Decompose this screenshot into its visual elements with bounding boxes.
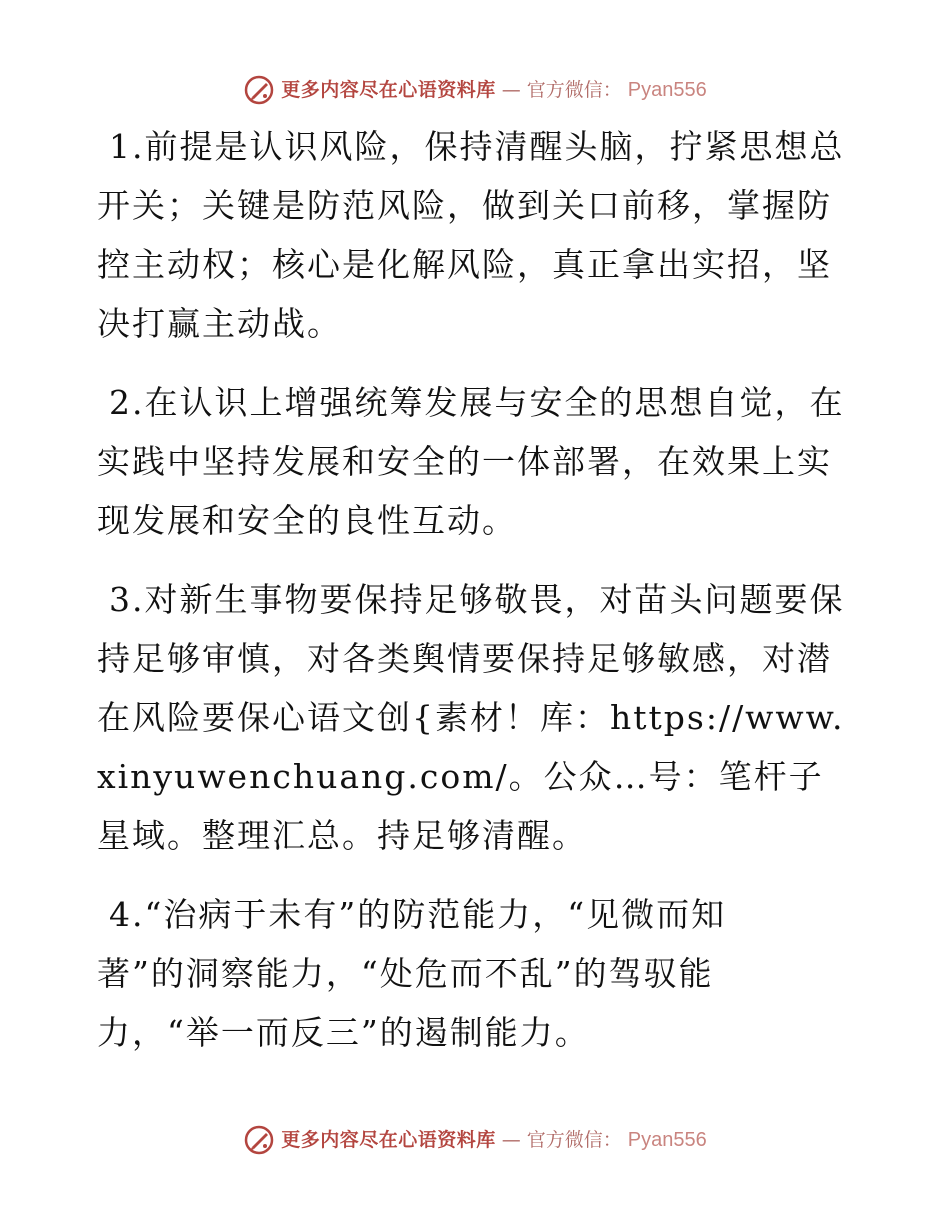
paragraph-1: 1.前提是认识风险，保持清醒头脑，拧紧思想总开关；关键是防范风险，做到关口前移，掌握防控主动权；核心是化解风险，真正拿出实招，坚决打赢主动战。 [97, 127, 845, 343]
paragraph-2: 2.在认识上增强统筹发展与安全的思想自觉，在实践中坚持发展和安全的一体部署，在效果上实现发展和安全的良性互动。 [97, 383, 845, 540]
banner-wechat-id: Pyan556 [627, 79, 707, 101]
quill-logo-icon [243, 74, 275, 106]
footer-banner [0, 1120, 950, 1160]
paragraph-3: 3.对新生事物要保持足够敬畏，对苗头问题要保持足够审慎，对各类舆情要保持足够敏感，对潜在风险要保心语文创{素材！库：https://www.xinyuwenchuang.com/。公众…号：笔杆子星域。整理汇总。持足够清醒。 [97, 580, 845, 855]
footer-banner-wechat-label: 官方微信： [526, 1128, 622, 1151]
footer-banner-title: 更多内容尽在心语资料库 [281, 1128, 496, 1151]
document-body [97, 117, 857, 1082]
paragraph-4: 4.“治病于未有”的防范能力，“见微而知著”的洞察能力，“处危而不乱”的驾驭能力，“举一而反三”的遏制能力。 [97, 895, 727, 1052]
banner-wechat-label: 官方微信： [526, 78, 622, 101]
header-banner [0, 70, 950, 110]
banner-title: 更多内容尽在心语资料库 [281, 78, 496, 101]
banner-separator: — [501, 78, 521, 101]
quill-logo-icon [243, 1124, 275, 1156]
footer-banner-wechat-id: Pyan556 [627, 1129, 707, 1151]
footer-banner-separator: — [501, 1128, 521, 1151]
